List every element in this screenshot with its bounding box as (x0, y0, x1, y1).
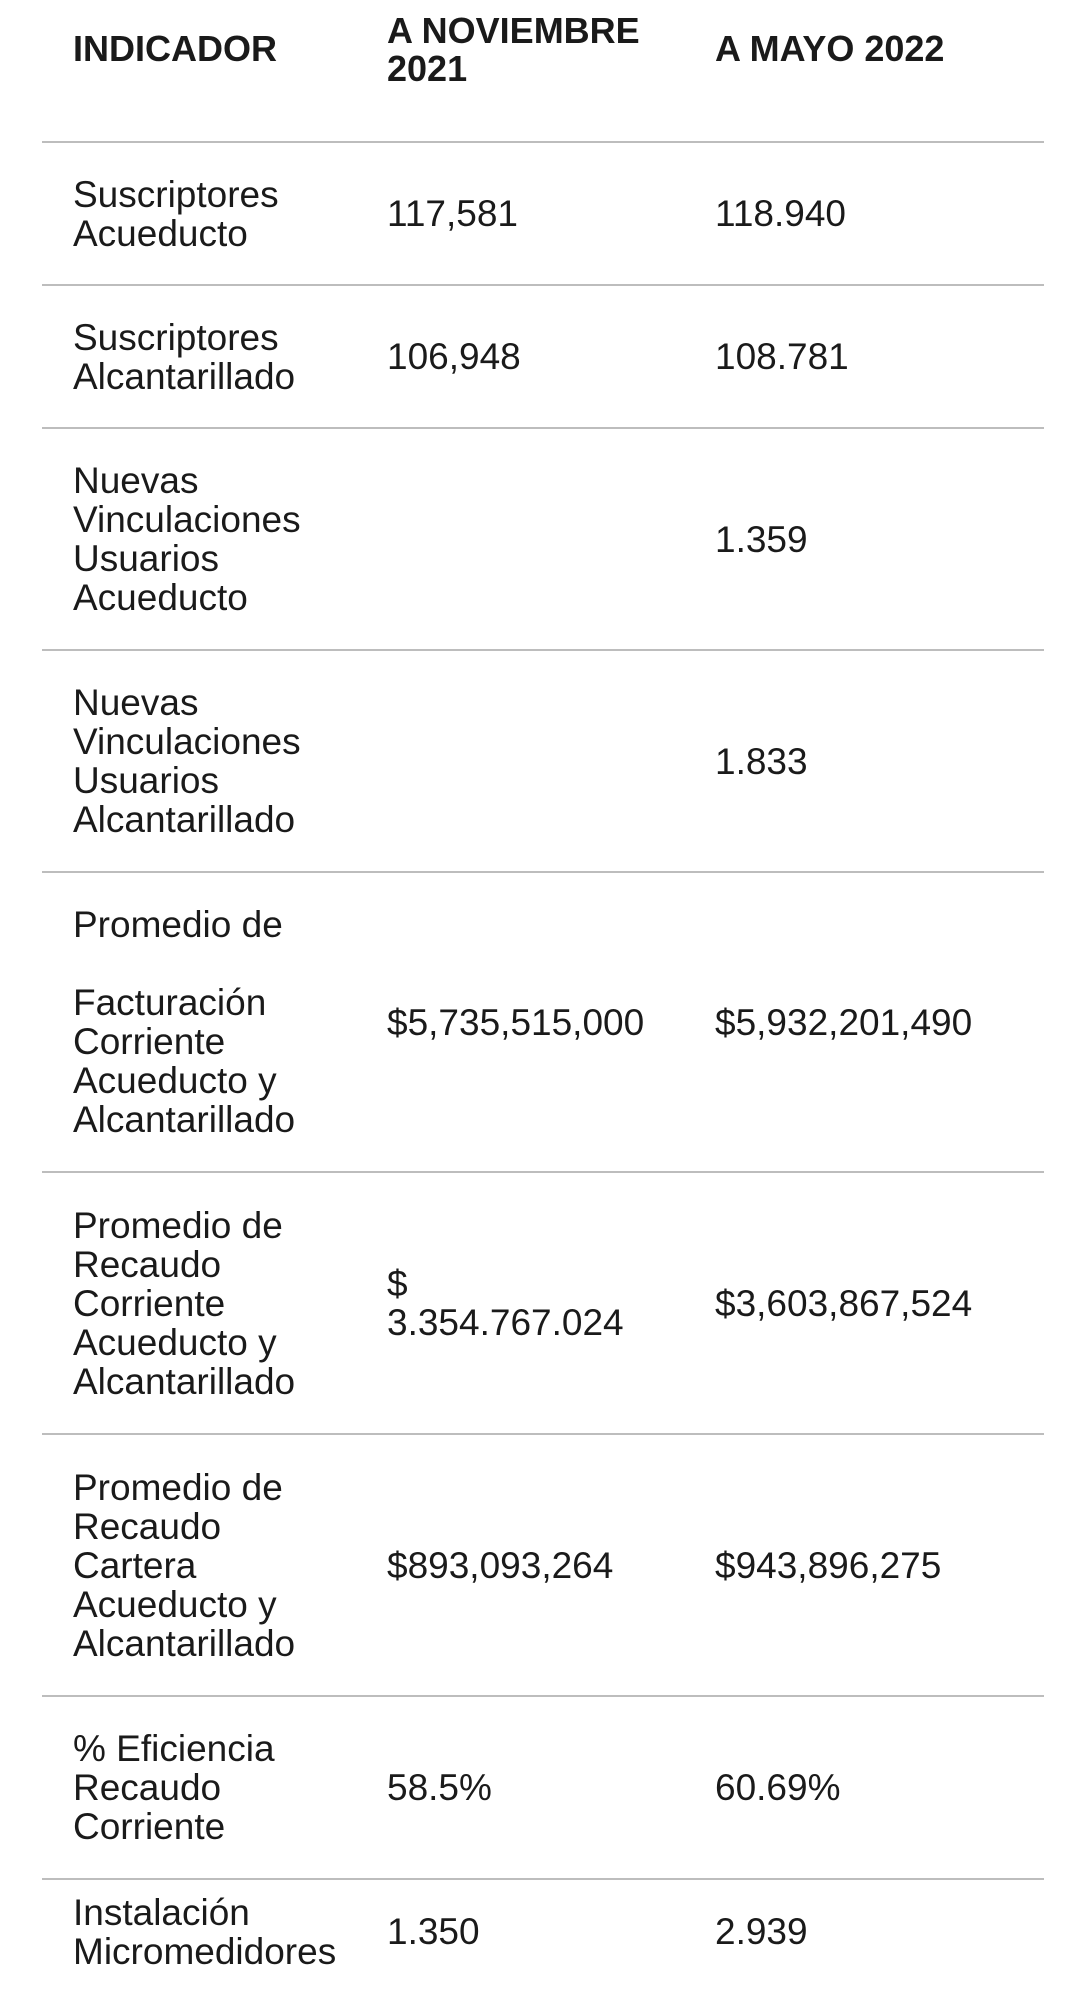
header-noviembre-2021: A NOVIEMBRE 2021 (387, 10, 640, 89)
indicators-table (42, 0, 1044, 1983)
table-row (42, 1173, 1044, 1435)
cell-mayo-2022: $5,932,201,490 (715, 1001, 973, 1043)
cell-indicador: Nuevas Vinculaciones Usuarios Alcantarillado (73, 682, 301, 840)
cell-mayo-2022: 108.781 (715, 336, 849, 377)
cell-noviembre-2021: 1.350 (387, 1911, 480, 1952)
cell-mayo-2022: $943,896,275 (715, 1544, 942, 1586)
cell-noviembre-2021: $893,093,264 (387, 1544, 614, 1586)
cell-indicador: % Eficiencia Recaudo Corriente (73, 1728, 275, 1847)
cell-mayo-2022: 1.359 (715, 518, 808, 560)
cell-indicador: Promedio de Recaudo Corriente Acueducto y Alcantarillado (73, 1204, 296, 1402)
header-mayo-2022: A MAYO 2022 (715, 28, 945, 69)
cell-mayo-2022: 60.69% (715, 1767, 841, 1808)
table-row (42, 651, 1044, 873)
cell-indicador: Nuevas Vinculaciones Usuarios Acueducto (73, 460, 301, 618)
cell-indicador: Promedio de Recaudo Cartera Acueducto y Alcantarillado (73, 1466, 296, 1664)
cell-noviembre-2021: $ 3.354.767.024 (387, 1263, 624, 1343)
cell-mayo-2022: 2.939 (715, 1911, 808, 1952)
header-indicador: INDICADOR (73, 28, 277, 69)
cell-noviembre-2021: 106,948 (387, 336, 521, 377)
table-row (42, 286, 1044, 429)
table-row (42, 1880, 1044, 1983)
table-row (42, 1435, 1044, 1697)
cell-indicador: Promedio de Facturación Corriente Acueducto y Alcantarillado (73, 904, 296, 1140)
cell-indicador: Suscriptores Acueducto (73, 173, 279, 254)
cell-noviembre-2021: 117,581 (387, 193, 518, 234)
cell-indicador: Instalación Micromedidores (73, 1891, 337, 1972)
cell-noviembre-2021: $5,735,515,000 (387, 1001, 645, 1043)
table-row (42, 143, 1044, 286)
cell-noviembre-2021: 58.5% (387, 1767, 492, 1808)
table-row (42, 873, 1044, 1173)
cell-mayo-2022: 118.940 (715, 193, 846, 234)
table-row (42, 1697, 1044, 1880)
cell-indicador: Suscriptores Alcantarillado (73, 316, 296, 397)
table-row (42, 429, 1044, 651)
cell-mayo-2022: 1.833 (715, 740, 808, 782)
cell-mayo-2022: $3,603,867,524 (715, 1282, 973, 1324)
table-header-row (42, 0, 1044, 143)
